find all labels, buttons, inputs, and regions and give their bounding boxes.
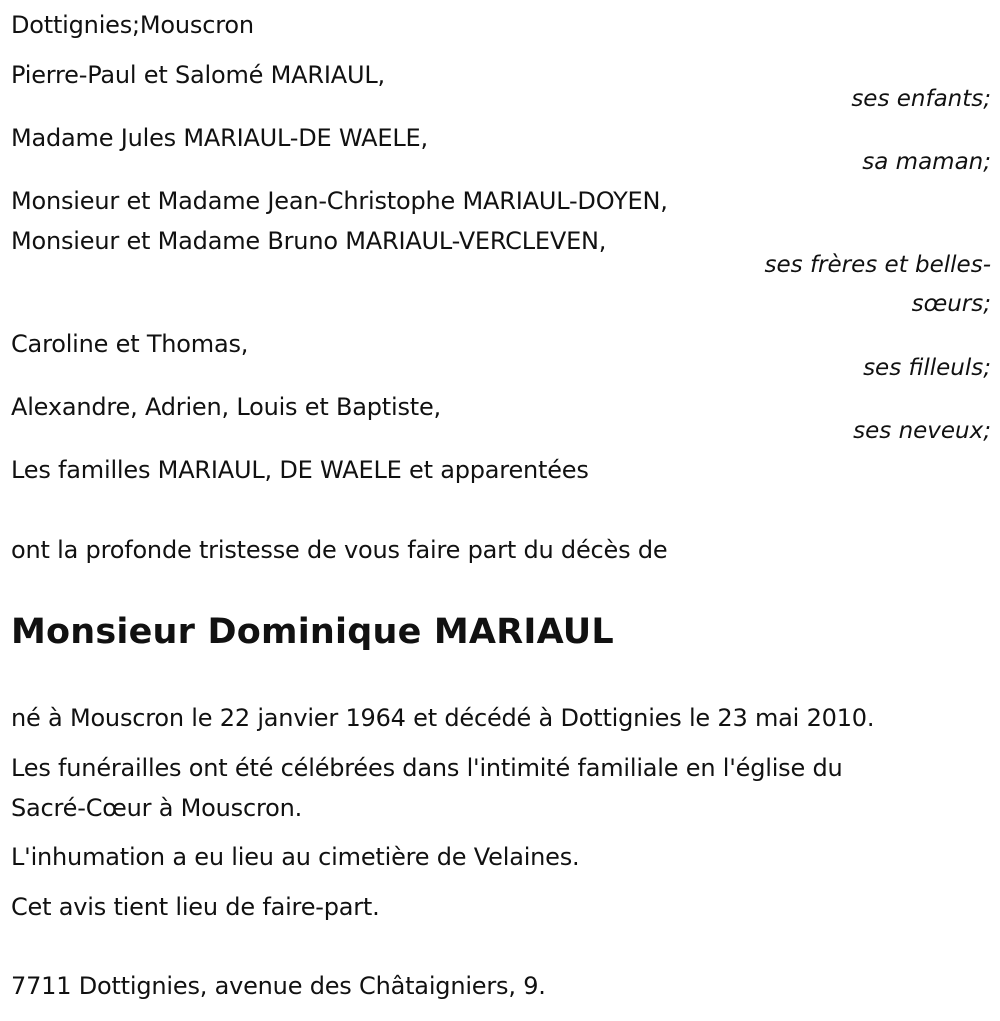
deceased-name-heading: Monsieur Dominique MARIAUL: [11, 612, 614, 652]
role-siblings-line-1: ses frères et belles-: [764, 252, 991, 278]
family-mother-name: Madame Jules MARIAUL-DE WAELE,: [11, 124, 428, 152]
family-godchildren-names: Caroline et Thomas,: [11, 330, 249, 358]
role-siblings-line-2: sœurs;: [911, 291, 991, 317]
family-nephews-names: Alexandre, Adrien, Louis et Baptiste,: [11, 393, 441, 421]
notice-statement: Cet avis tient lieu de faire-part.: [11, 893, 380, 921]
role-children: ses enfants;: [851, 86, 991, 112]
family-sibling-name-1: Monsieur et Madame Jean-Christophe MARIAUL-DOYEN,: [11, 187, 668, 215]
role-godchildren: ses filleuls;: [863, 355, 991, 381]
role-mother: sa maman;: [862, 149, 991, 175]
family-children-names: Pierre-Paul et Salomé MARIAUL,: [11, 61, 385, 89]
place-line: Dottignies;Mouscron: [11, 11, 254, 39]
address-line: 7711 Dottignies, avenue des Châtaigniers, 9.: [11, 972, 546, 1000]
burial-details: L'inhumation a eu lieu au cimetière de Velaines.: [11, 843, 580, 871]
family-relatives-line: Les familles MARIAUL, DE WAELE et apparentées: [11, 456, 589, 484]
role-nephews: ses neveux;: [853, 418, 991, 444]
funeral-details-line-2: Sacré-Cœur à Mouscron.: [11, 794, 303, 822]
funeral-details-line-1: Les funérailles ont été célébrées dans l'intimité familiale en l'église du: [11, 754, 843, 782]
family-sibling-name-2: Monsieur et Madame Bruno MARIAUL-VERCLEVEN,: [11, 227, 607, 255]
birth-death-details: né à Mouscron le 22 janvier 1964 et décédé à Dottignies le 23 mai 2010.: [11, 704, 875, 732]
announcement-line: ont la profonde tristesse de vous faire part du décès de: [11, 536, 668, 564]
